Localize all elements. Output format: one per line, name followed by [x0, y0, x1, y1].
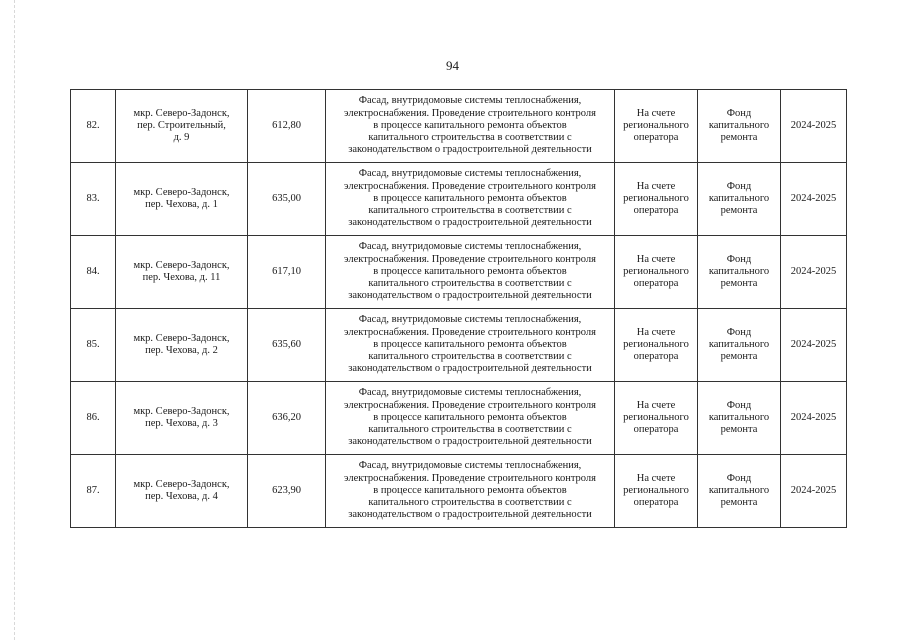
table-row: [71, 382, 847, 455]
address-cell: мкр. Северо-Задонск, пер. Чехова, д. 2: [116, 309, 248, 382]
funding-source-cell: Фонд капитального ремонта: [698, 163, 781, 236]
table-row: [71, 236, 847, 309]
table-row: [71, 309, 847, 382]
works-cell: Фасад, внутридомовые системы теплоснабжения, электроснабжения. Проведение строительного контроля в процессе капитального ремонта объектов капитального строительства в соответствии с законодательством о градостроительной деятельности: [326, 236, 615, 309]
page-number: 94: [446, 58, 459, 73]
address-cell: мкр. Северо-Задонск, пер. Чехова, д. 1: [116, 163, 248, 236]
funding-source-cell: Фонд капитального ремонта: [698, 309, 781, 382]
table-row: [71, 163, 847, 236]
funding-source-cell: Фонд капитального ремонта: [698, 382, 781, 455]
works-cell: Фасад, внутридомовые системы теплоснабжения, электроснабжения. Проведение строительного контроля в процессе капитального ремонта объектов капитального строительства в соответствии с законодательством о градостроительной деятельности: [326, 309, 615, 382]
works-cell: Фасад, внутридомовые системы теплоснабжения, электроснабжения. Проведение строительного контроля в процессе капитального ремонта объектов капитального строительства в соответствии с законодательством о градостроительной деятельности: [326, 382, 615, 455]
margin-line: [14, 0, 15, 640]
row-number: 85.: [71, 309, 116, 382]
account-cell: На счете регионального оператора: [615, 90, 698, 163]
works-cell: Фасад, внутридомовые системы теплоснабжения, электроснабжения. Проведение строительного контроля в процессе капитального ремонта объектов капитального строительства в соответствии с законодательством о градостроительной деятельности: [326, 455, 615, 528]
address-cell: мкр. Северо-Задонск, пер. Строительный, д. 9: [116, 90, 248, 163]
account-cell: На счете регионального оператора: [615, 163, 698, 236]
area-cell: 635,60: [248, 309, 326, 382]
period-cell: 2024-2025: [781, 455, 847, 528]
row-number: 82.: [71, 90, 116, 163]
table-row: [71, 90, 847, 163]
period-cell: 2024-2025: [781, 90, 847, 163]
period-cell: 2024-2025: [781, 382, 847, 455]
repair-schedule-table: [70, 89, 847, 528]
address-cell: мкр. Северо-Задонск, пер. Чехова, д. 4: [116, 455, 248, 528]
period-cell: 2024-2025: [781, 309, 847, 382]
area-cell: 636,20: [248, 382, 326, 455]
funding-source-cell: Фонд капитального ремонта: [698, 455, 781, 528]
area-cell: 617,10: [248, 236, 326, 309]
row-number: 84.: [71, 236, 116, 309]
area-cell: 612,80: [248, 90, 326, 163]
row-number: 86.: [71, 382, 116, 455]
account-cell: На счете регионального оператора: [615, 309, 698, 382]
address-cell: мкр. Северо-Задонск, пер. Чехова, д. 11: [116, 236, 248, 309]
period-cell: 2024-2025: [781, 236, 847, 309]
account-cell: На счете регионального оператора: [615, 455, 698, 528]
area-cell: 635,00: [248, 163, 326, 236]
row-number: 83.: [71, 163, 116, 236]
works-cell: Фасад, внутридомовые системы теплоснабжения, электроснабжения. Проведение строительного контроля в процессе капитального ремонта объектов капитального строительства в соответствии с законодательством о градостроительной деятельности: [326, 163, 615, 236]
account-cell: На счете регионального оператора: [615, 382, 698, 455]
address-cell: мкр. Северо-Задонск, пер. Чехова, д. 3: [116, 382, 248, 455]
account-cell: На счете регионального оператора: [615, 236, 698, 309]
table-row: [71, 455, 847, 528]
funding-source-cell: Фонд капитального ремонта: [698, 236, 781, 309]
funding-source-cell: Фонд капитального ремонта: [698, 90, 781, 163]
row-number: 87.: [71, 455, 116, 528]
period-cell: 2024-2025: [781, 163, 847, 236]
works-cell: Фасад, внутридомовые системы теплоснабжения, электроснабжения. Проведение строительного контроля в процессе капитального ремонта объектов капитального строительства в соответствии с законодательством о градостроительной деятельности: [326, 90, 615, 163]
area-cell: 623,90: [248, 455, 326, 528]
table-body: [71, 90, 847, 528]
